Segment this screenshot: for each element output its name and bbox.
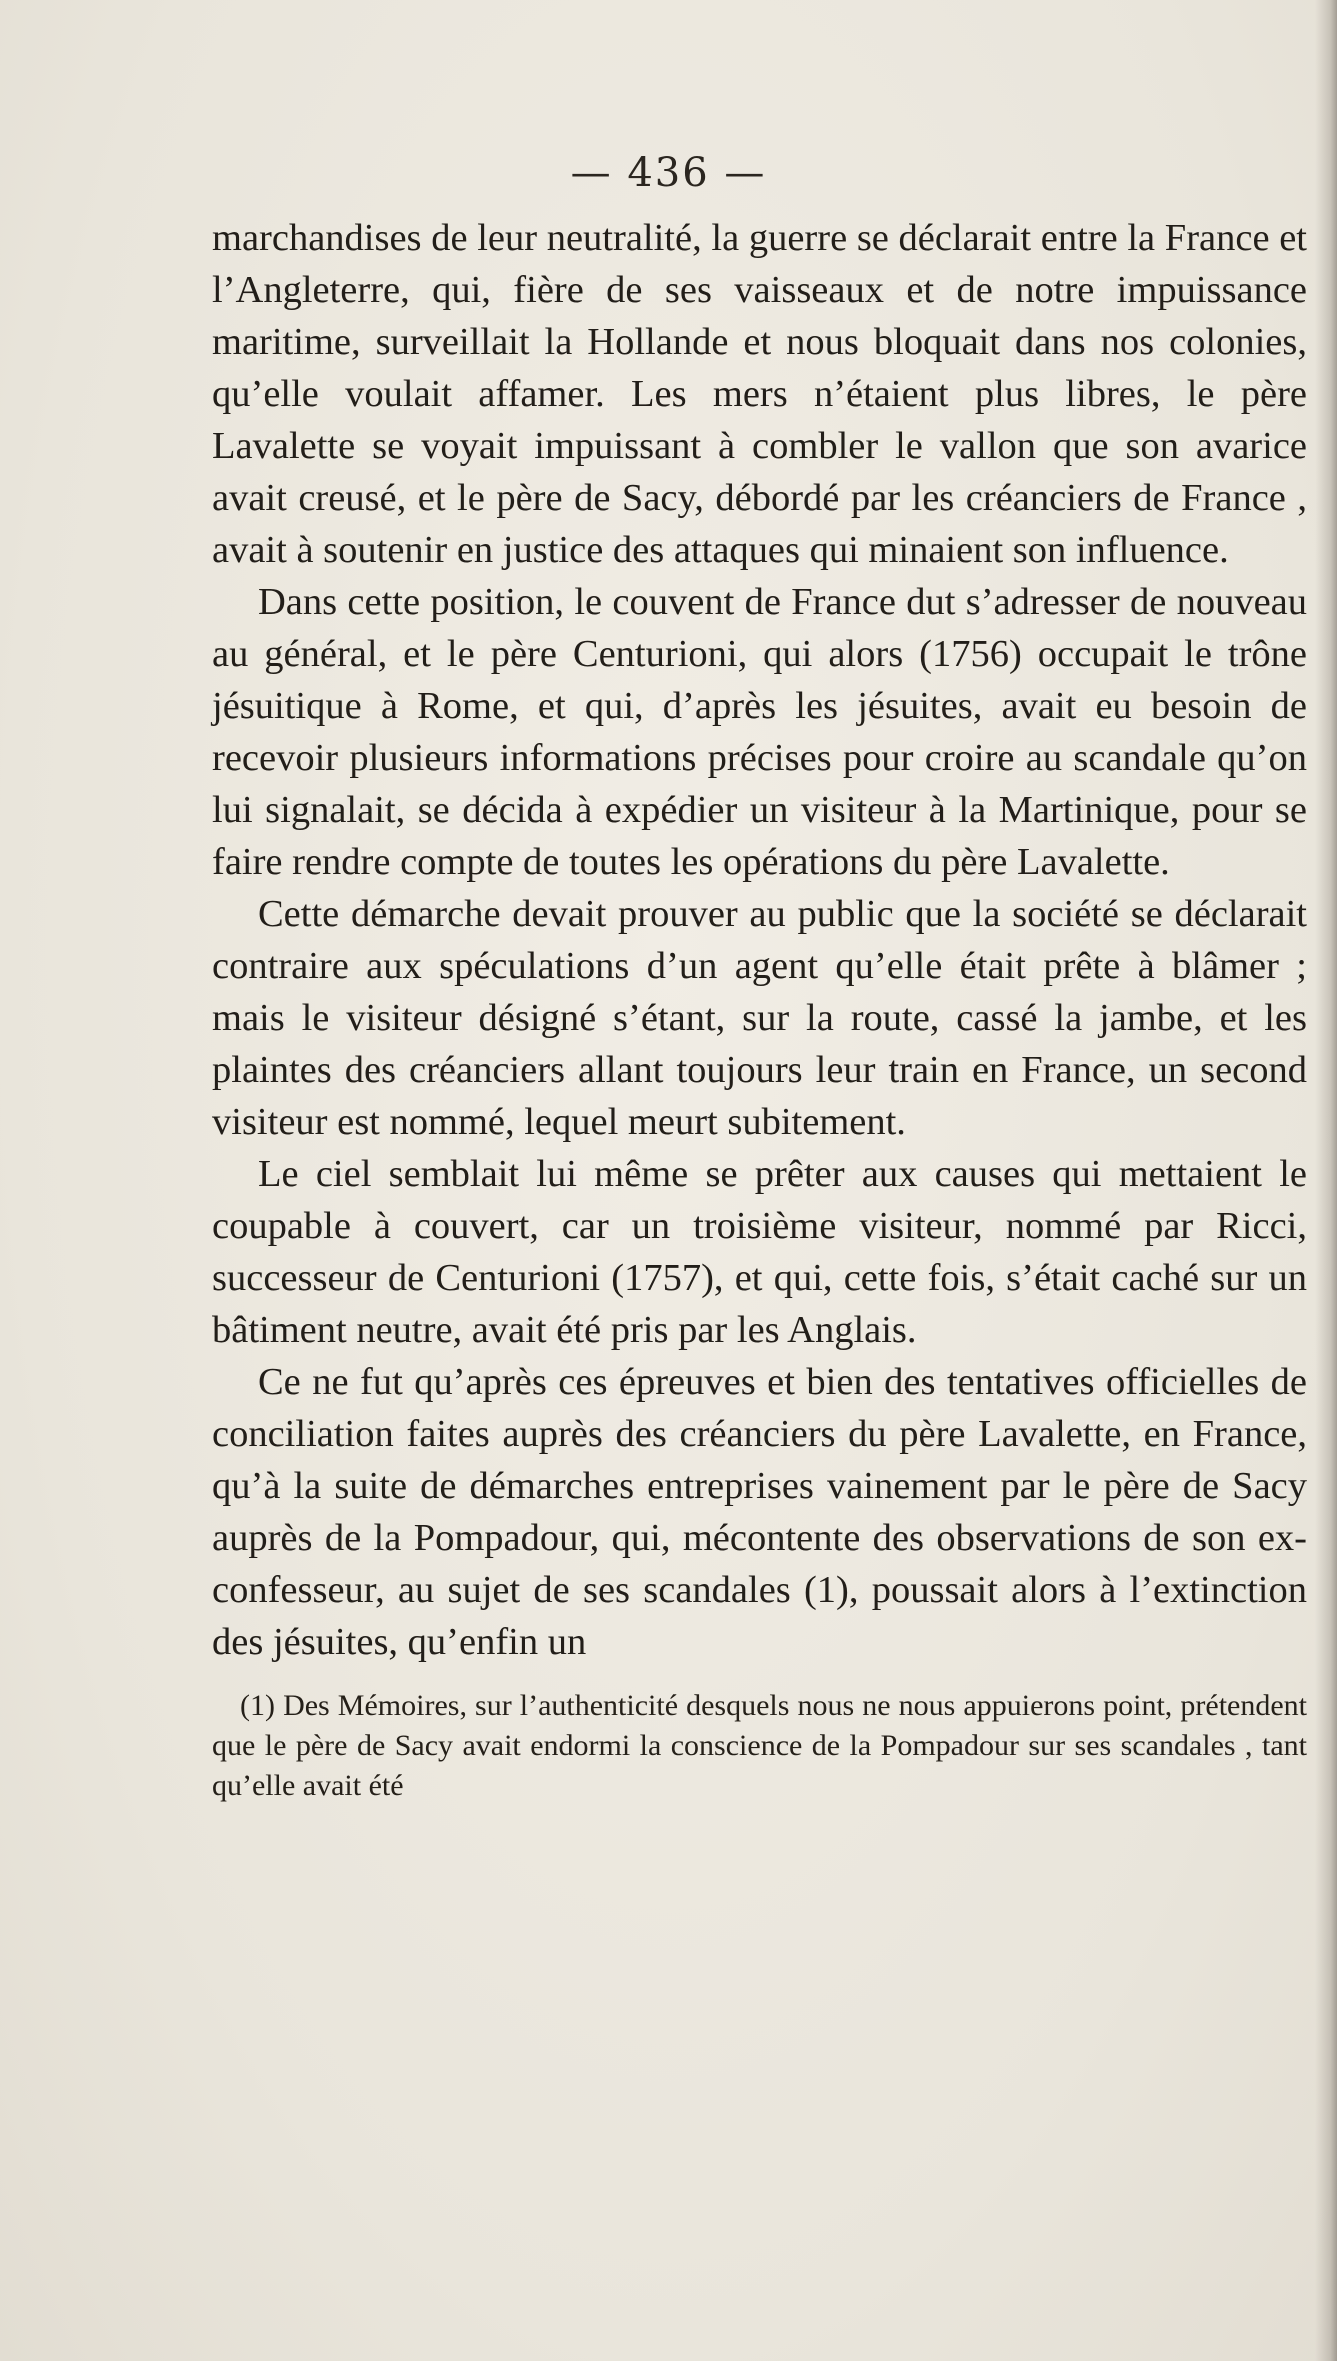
paragraph-4: Le ciel semblait lui même se prêter aux causes qui mettaient le coupable à couvert, car un troisième visiteur, nommé par Ricci, successeur de Centurioni (1757), et qui, cette fois, s’était caché sur un bâtiment neutre, avait été pris par les Anglais. (212, 1153, 1307, 1351)
paragraph-5: Ce ne fut qu’après ces épreuves et bien des tentatives officielles de conciliation faites auprès des créanciers du père Lavalette, en France, qu’à la suite de démarches entreprises vainement par le père de Sacy auprès de la Pompadour, qui, mécontente des observations de son ex-confesseur, au sujet de ses scandales (1), poussait alors à l’extinction des jésuites, qu’enfin un (212, 1361, 1307, 1663)
paragraph-1: marchandises de leur neutralité, la guerre se déclarait entre la France et l’Angleterre, qui, fière de ses vaisseaux et de notre impuissance maritime, surveillait la Hollande et nous bloquait dans nos colonies, qu’elle voulait affamer. Les mers n’étaient plus libres, le père Lavalette se voyait impuissant à combler le vallon que son avarice avait creusé, et le père de Sacy, débordé par les créanciers de France , avait à soutenir en justice des attaques qui minaient son influence. (212, 217, 1307, 571)
page-edge-shadow (1315, 0, 1337, 2361)
page-number: — 436 — (570, 150, 767, 196)
body-text (212, 212, 1307, 1668)
footnote: (1) Des Mémoires, sur l’authenticité desquels nous ne nous appuierons point, prétendent que le père de Sacy avait endormi la conscience de la Pompadour sur ses scandales , tant qu’elle avait été (212, 1689, 1307, 1802)
paragraph-3: Cette démarche devait prouver au public que la société se déclarait contraire aux spéculations d’un agent qu’elle était prête à blâmer ; mais le visiteur désigné s’étant, sur la route, cassé la jambe, et les plaintes des créanciers allant toujours leur train en France, un second visiteur est nommé, lequel meurt subitement. (212, 893, 1307, 1143)
paragraph-2: Dans cette position, le couvent de France dut s’adresser de nouveau au général, et le père Centurioni, qui alors (1756) occupait le trône jésuitique à Rome, et qui, d’après les jésuites, avait eu besoin de recevoir plusieurs informations précises pour croire au scandale qu’on lui signalait, se décida à expédier un visiteur à la Martinique, pour se faire rendre compte de toutes les opérations du père Lavalette. (212, 581, 1307, 883)
main-text (212, 212, 1307, 1806)
